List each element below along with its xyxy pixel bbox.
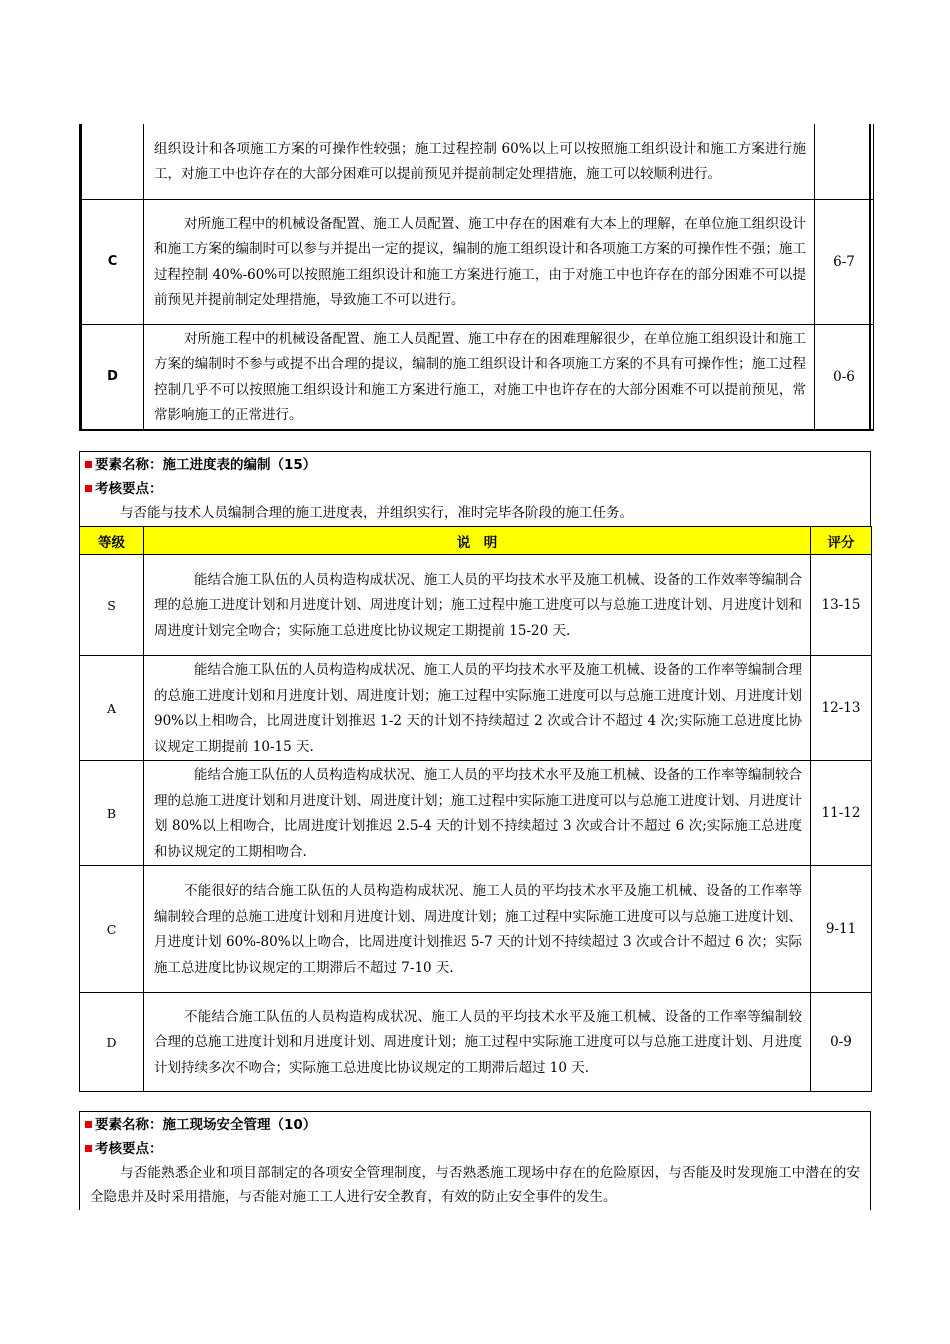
description-cell: 组织设计和各项施工方案的可操作性较强；施工过程控制 60%以上可以按照施工组织设计和施工方案进行施工，对施工中也许存在的大部分困难可以提前预见并提前制定处理措施，施工可以较顺利进行。 (144, 124, 815, 199)
description-cell: 对所施工程中的机械设备配置、施工人员配置、施工中存在的困难有大本上的理解，在单位施工组织设计和施工方案的编制时可以参与并提出一定的提议，编制的施工组织设计和各项施工方案的可操作性不强；施工过程控制 40%-60%可以按照施工组织设计和施工方案进行施工，由于对施工中也许存在的部分困难不可以提前预见并提前制定处理措施，导致施工不可以进行。 (144, 199, 815, 324)
table-row (80, 993, 872, 1092)
grade-cell: D (82, 324, 144, 430)
section-2 (79, 451, 871, 1092)
score-cell (815, 124, 874, 199)
element-name-line (80, 1113, 870, 1137)
grade-cell: D (80, 993, 144, 1092)
description-cell: 不能结合施工队伍的人员构造构成状况、施工人员的平均技术水平及施工机械、设备的工作率等编制较合理的总施工进度计划和月进度计划、周进度计划；施工过程中实际施工进度可以与总施工进度计划、月进度计划持续多次不吻合；实际施工总进度比协议规定的工期滞后超过 10 天. (144, 993, 811, 1092)
table-row (82, 199, 874, 324)
red-square-bullet-icon (85, 485, 92, 492)
grade-cell (82, 124, 144, 199)
table-row (82, 324, 874, 430)
description-cell: 能结合施工队伍的人员构造构成状况、施工人员的平均技术水平及施工机械、设备的工作率等编制合理的总施工进度计划和月进度计划、周进度计划；施工过程中实际施工进度可以与总施工进度计划、月进度计划 90%以上相吻合，比周进度计划推迟 1-2 天的计划不持续超过 2 次或合计不超过 4 次;实际施工总进度比协议规定工期提前 10-15 天. (144, 656, 811, 761)
element-label: 要素名称： (95, 1117, 163, 1133)
section-1-table-wrap (79, 124, 871, 431)
score-cell: 9-11 (811, 866, 872, 993)
red-square-bullet-icon (85, 1145, 92, 1152)
table-row (80, 866, 872, 993)
points-text: 与否能与技术人员编制合理的施工进度表，并组织实行，准时完毕各阶段的施工任务。 (120, 505, 633, 521)
grade-cell: A (80, 656, 144, 761)
description-cell: 能结合施工队伍的人员构造构成状况、施工人员的平均技术水平及施工机械、设备的工作率等编制较合理的总施工进度计划和月进度计划、周进度计划；施工过程中实际施工进度可以与总施工进度计划、月进度计划 80%以上相吻合，比周进度计划推迟 2.5-4 天的计划不持续超过 3 次或合计不超过 6 次;实际施工总进度和协议规定的工期相吻合. (144, 761, 811, 866)
table-row (80, 656, 872, 761)
score-cell: 12-13 (811, 656, 872, 761)
header-description: 说 明 (144, 527, 811, 555)
points-line (80, 1137, 870, 1161)
section-3-header-box (79, 1111, 871, 1210)
points-label: 考核要点： (95, 1141, 163, 1157)
score-cell: 11-12 (811, 761, 872, 866)
description-cell: 对所施工程中的机械设备配置、施工人员配置、施工中存在的困难理解很少，在单位施工组织设计和施工方案的编制时不参与或提不出合理的提议，编制的施工组织设计和各项施工方案的不具有可操作性；施工过程控制几乎不可以按照施工组织设计和施工方案进行施工，对施工中也许存在的大部分困难不可以提前预见，常常影响施工的正常进行。 (144, 324, 815, 430)
element-name: 施工现场安全管理（10） (162, 1117, 317, 1133)
score-cell: 13-15 (811, 555, 872, 656)
section-1-table (81, 124, 874, 431)
table-row (80, 555, 872, 656)
red-square-bullet-icon (85, 1121, 92, 1128)
red-square-bullet-icon (85, 461, 92, 468)
table-row (82, 124, 874, 199)
points-line (80, 477, 870, 501)
description-cell: 能结合施工队伍的人员构造构成状况、施工人员的平均技术水平及施工机械、设备的工作效率等编制合理的总施工进度计划和月进度计划、周进度计划；施工过程中施工进度可以与总施工进度计划、月进度计划和周进度计划完全吻合；实际施工总进度比协议规定工期提前 15-20 天. (144, 555, 811, 656)
table-row (80, 761, 872, 866)
score-cell: 0-9 (811, 993, 872, 1092)
points-text: 与否能熟悉企业和项目部制定的各项安全管理制度，与否熟悉施工现场中存在的危险原因，与否能及时发现施工中潜在的安全隐患并及时采用措施，与否能对施工工人进行安全教育，有效的防止安全事件的发生。 (90, 1165, 860, 1205)
section-3 (79, 1111, 871, 1210)
section-2-header-box (79, 451, 871, 526)
score-cell: 0-6 (815, 324, 874, 430)
grade-cell: C (82, 199, 144, 324)
header-score: 评分 (811, 527, 872, 555)
grade-cell: B (80, 761, 144, 866)
description-cell: 不能很好的结合施工队伍的人员构造构成状况、施工人员的平均技术水平及施工机械、设备的工作率等编制较合理的总施工进度计划和月进度计划、周进度计划；施工过程中实际施工进度可以与总施工进度计划、月进度计划 60%-80%以上吻合，比周进度计划推迟 5-7 天的计划不持续超过 3 次或合计不超过 6 次；实际施工总进度比协议规定的工期滞后不超过 7-10 天. (144, 866, 811, 993)
table-header-row (80, 527, 872, 555)
element-name-line (80, 453, 870, 477)
points-label: 考核要点： (95, 481, 163, 497)
element-label: 要素名称： (95, 457, 163, 473)
score-cell: 6-7 (815, 199, 874, 324)
grade-cell: C (80, 866, 144, 993)
grade-cell: S (80, 555, 144, 656)
header-grade: 等级 (80, 527, 144, 555)
element-name: 施工进度表的编制（15） (162, 457, 317, 473)
section-2-table (79, 526, 872, 1092)
